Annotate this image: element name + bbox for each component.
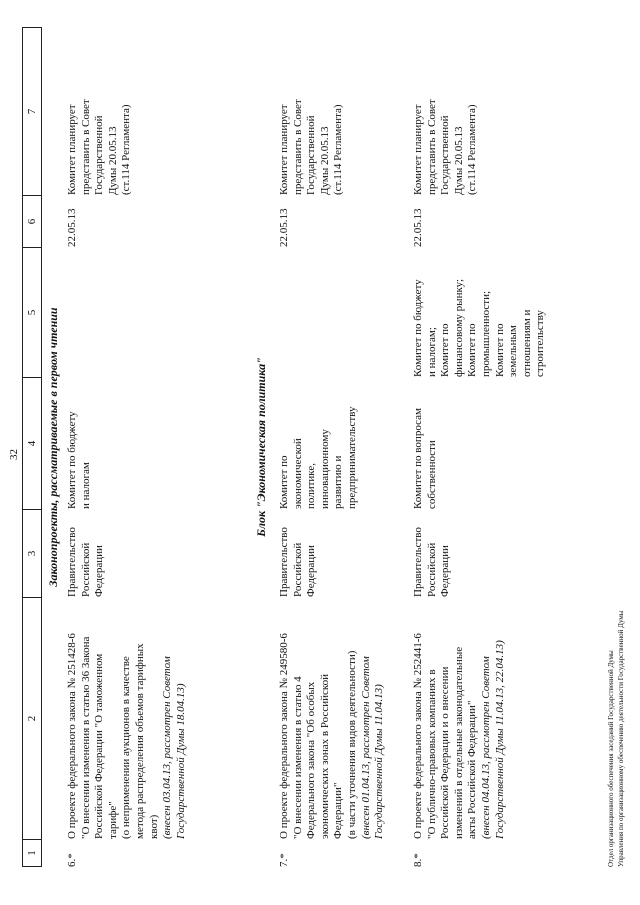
committee-line: политике, — [305, 462, 318, 509]
bill-title-line: экономических зонах в Российской — [318, 673, 331, 839]
initiator-line: Федерации — [439, 545, 452, 597]
plan-line: Государственной — [439, 115, 452, 195]
bill-title-line: О проекте федерального закона № 252441-6 — [412, 633, 424, 839]
bill-title-cell — [412, 607, 507, 839]
bill-title-cell — [278, 607, 387, 839]
committee-cell — [278, 387, 360, 509]
column-header-6: 6 — [22, 195, 42, 247]
initiator-line: Правительство — [278, 527, 290, 597]
bill-title-line: метода распределения объемов тарифных — [133, 643, 146, 839]
co-committee-line: промышленности; — [479, 290, 492, 377]
section-title-first-reading: Законопроекты, рассматриваемые в первом чтении — [46, 307, 60, 587]
committee-line: предпринимательству — [345, 406, 358, 509]
committee-line: собственности — [425, 440, 438, 509]
bill-note — [360, 607, 387, 839]
bill-note-line: (внесен 01.04.13, рассмотрен Советом — [359, 656, 372, 839]
column-header-3: 3 — [22, 509, 42, 597]
row-number: 6.* — [66, 853, 78, 867]
bill-title-line: Российской Федерации и о внесении — [439, 666, 452, 839]
co-committee-line: земельным — [507, 325, 520, 377]
committee-line: инновационному — [318, 429, 331, 509]
co-committee-line: Комитет по — [439, 323, 452, 377]
plan-line: (ст.114 Регламента) — [120, 104, 133, 195]
plan-line: Думы 20.05.13 — [318, 126, 331, 195]
committee-line: и налогам — [79, 462, 92, 509]
footer-line: Управления по организационному обеспечению деятельности Государственной Думы — [617, 610, 625, 867]
initiator-cell — [66, 517, 107, 597]
bill-note-line: (внесен 03.04.13, рассмотрен Советом — [161, 656, 174, 839]
initiator-line: Правительство — [66, 527, 78, 597]
committee-cell — [66, 387, 93, 509]
bill-title-line: Российской Федерации "О таможенном — [93, 653, 106, 839]
plan-cell — [412, 35, 480, 195]
plan-cell — [66, 35, 134, 195]
co-committee-line: Комитет по — [466, 323, 479, 377]
bill-note — [161, 607, 188, 839]
bill-title-line: (в части уточнения видов деятельности) — [345, 650, 358, 839]
plan-line: Государственной — [305, 115, 318, 195]
row-number: 8.* — [412, 853, 424, 867]
footer-line: Отдел организационного обеспечения заседаний Государственной Думы — [607, 650, 615, 867]
co-committee-cell — [412, 257, 548, 377]
table-header-row — [22, 27, 42, 867]
co-committee-line: и налогам; — [425, 327, 438, 377]
bill-note-line: Государственной Думы 11.04.13) — [373, 684, 386, 839]
committee-line: Комитет по — [278, 455, 290, 509]
plan-line: Комитет планирует — [66, 104, 78, 195]
initiator-line: Федерации — [93, 545, 106, 597]
co-committee-line: строительству — [534, 310, 547, 377]
committee-cell — [412, 387, 439, 509]
bill-title-line: "О внесении изменения в статью 36 Закона — [79, 636, 92, 839]
date-cell: 22.05.13 — [66, 208, 78, 247]
plan-cell — [278, 35, 346, 195]
plan-line: Государственной — [93, 115, 106, 195]
plan-line: (ст.114 Регламента) — [466, 104, 479, 195]
bill-title-line: "О публично-правовых компаниях в — [425, 669, 438, 839]
co-committee-line: Комитет по бюджету — [412, 279, 424, 377]
bill-title-line: О проекте федерального закона № 249580-6 — [278, 633, 290, 839]
plan-line: Комитет планирует — [412, 104, 424, 195]
column-header-7: 7 — [22, 27, 42, 195]
footer — [606, 611, 626, 867]
bill-title-line: тарифе" — [106, 801, 119, 839]
bill-title-line: квот) — [147, 814, 160, 839]
bill-note-line: Государственной Думы 18.04.13) — [174, 683, 187, 839]
bill-note — [480, 607, 507, 839]
plan-line: представить в Совет — [425, 99, 438, 195]
co-committee-line: Комитет по — [493, 323, 506, 377]
bill-title-line: Федерации" — [332, 782, 345, 839]
plan-line: Комитет планирует — [278, 104, 290, 195]
bill-title-line: Федерального закона "Об особых — [305, 681, 318, 839]
initiator-cell — [278, 517, 319, 597]
column-header-1: 1 — [22, 839, 42, 867]
co-committee-line: финансовому рынку; — [452, 278, 465, 377]
committee-line: Комитет по вопросам — [412, 408, 424, 509]
bill-title-cell — [66, 607, 188, 839]
committee-line: экономической — [291, 438, 304, 509]
row-number: 7.* — [278, 853, 290, 867]
bill-note-line: Государственной Думы 11.04.13, 22.04.13) — [493, 640, 506, 839]
date-cell: 22.05.13 — [412, 208, 424, 247]
page-number: 32 — [8, 449, 20, 460]
initiator-line: Российской — [79, 542, 92, 597]
bill-title-line: (о неприменении аукционов в качестве — [120, 656, 133, 839]
co-committee-line: отношениям и — [520, 309, 533, 377]
initiator-line: Российской — [425, 542, 438, 597]
initiator-line: Российской — [291, 542, 304, 597]
column-header-5: 5 — [22, 247, 42, 377]
initiator-cell — [412, 517, 453, 597]
plan-line: Думы 20.05.13 — [106, 126, 119, 195]
plan-line: Думы 20.05.13 — [452, 126, 465, 195]
bill-title-line: акты Российской Федерации" — [466, 700, 479, 839]
initiator-line: Федерации — [305, 545, 318, 597]
bill-title-line: изменений в отдельные законодательные — [452, 646, 465, 839]
bill-title-line: О проекте федерального закона № 251428-6 — [66, 633, 78, 839]
block-title: Блок "Экономическая политика" — [254, 357, 268, 537]
date-cell: 22.05.13 — [278, 208, 290, 247]
bill-title-line: "О внесении изменения в статью 4 — [291, 676, 304, 839]
committee-line: Комитет по бюджету — [66, 411, 78, 509]
plan-line: (ст.114 Регламента) — [332, 104, 345, 195]
column-header-2: 2 — [22, 597, 42, 839]
plan-line: представить в Совет — [79, 99, 92, 195]
column-header-4: 4 — [22, 377, 42, 509]
plan-line: представить в Совет — [291, 99, 304, 195]
initiator-line: Правительство — [412, 527, 424, 597]
committee-line: развитию и — [332, 455, 345, 509]
bill-note-line: (внесен 04.04.13, рассмотрен Советом — [479, 656, 492, 839]
